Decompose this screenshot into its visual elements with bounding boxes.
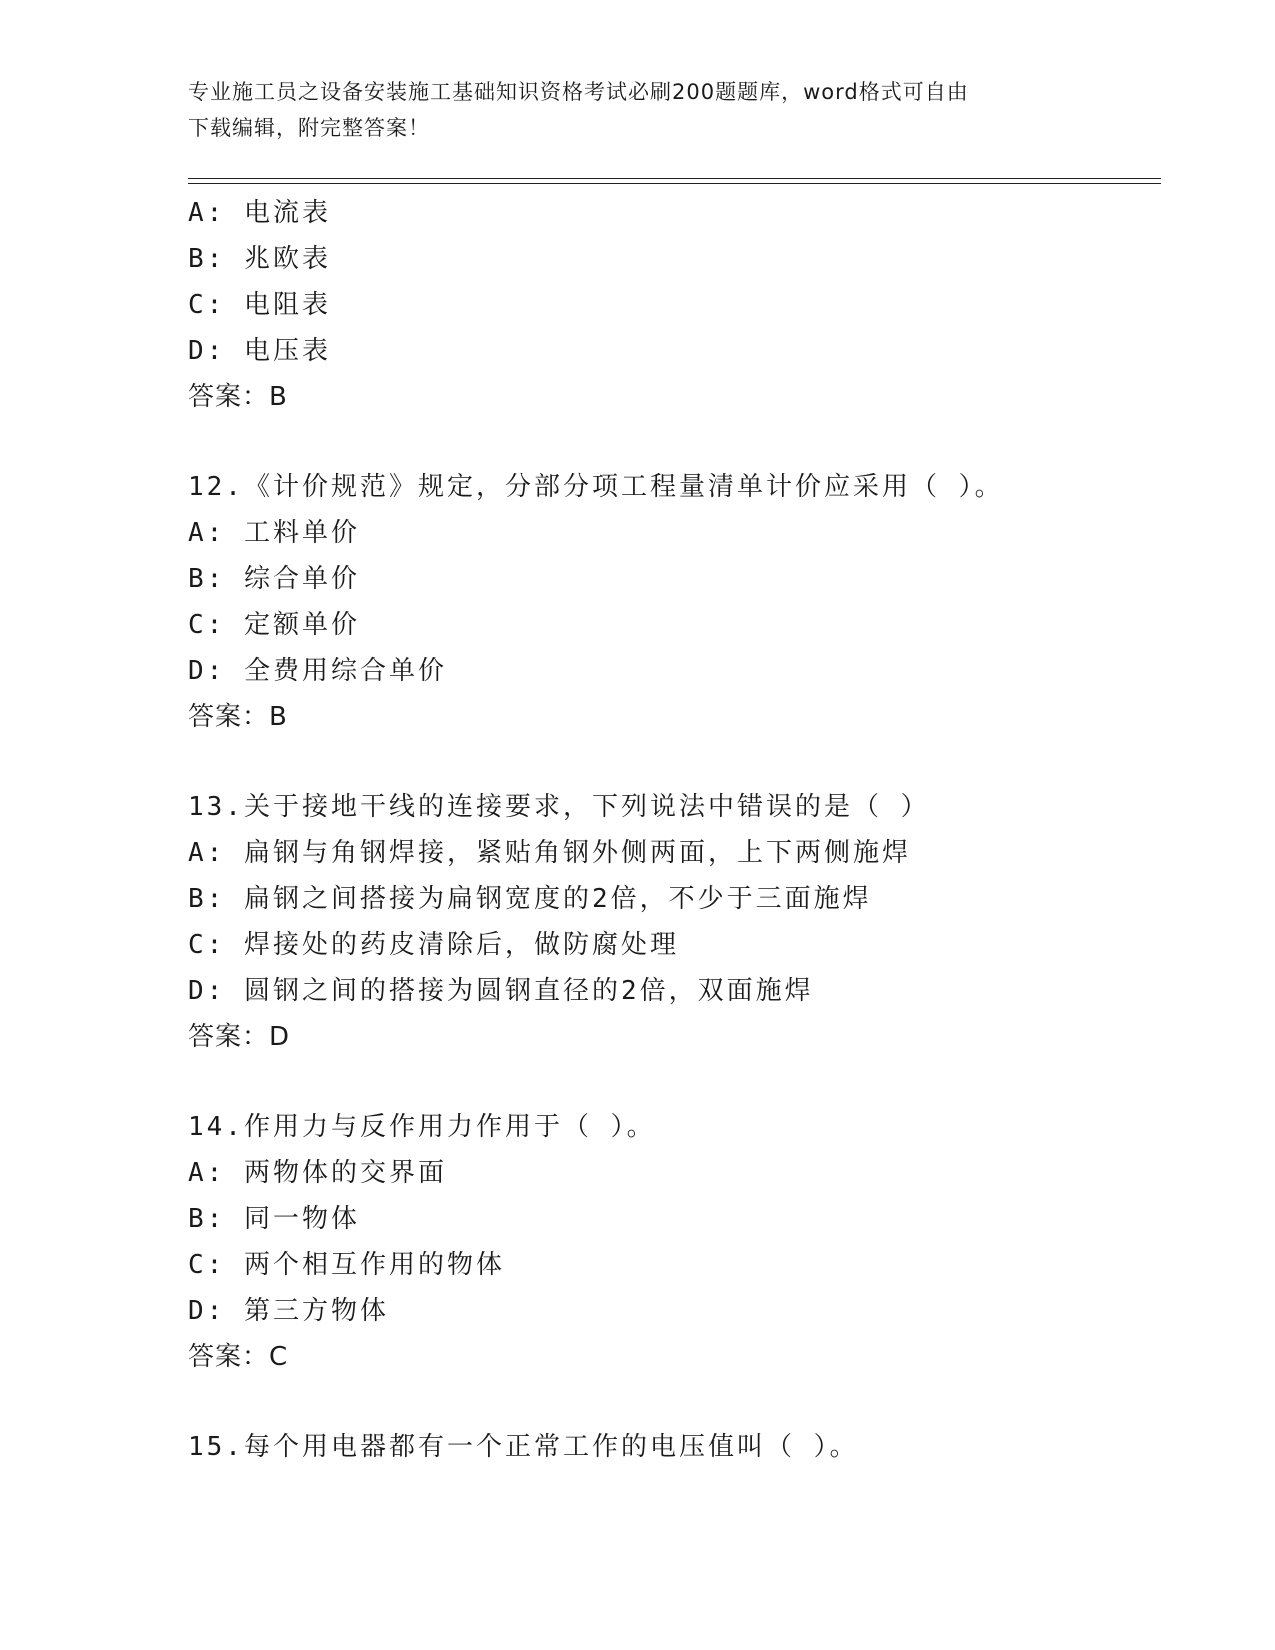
question-text: 15.每个用电器都有一个正常工作的电压值叫（ ）。 — [188, 1432, 859, 1462]
option-c: C: 两个相互作用的物体 — [188, 1250, 505, 1280]
header-rule-bottom — [188, 183, 1161, 184]
option-b: B: 同一物体 — [188, 1204, 360, 1234]
header-rule-top — [188, 178, 1161, 179]
option-d: D: 全费用综合单价 — [188, 656, 447, 686]
spacer — [188, 740, 1168, 784]
answer: 答案：B — [188, 702, 288, 732]
answer: 答案：B — [188, 382, 288, 412]
header-line-2: 下载编辑，附完整答案！ — [188, 116, 430, 140]
question-text: 13.关于接地干线的连接要求，下列说法中错误的是（ ） — [188, 792, 930, 822]
question-text: 14.作用力与反作用力作用于（ ）。 — [188, 1112, 656, 1142]
answer: 答案：D — [188, 1022, 291, 1052]
question-11 — [188, 190, 1168, 420]
header-line-1: 专业施工员之设备安装施工基础知识资格考试必刷200题题库，word格式可自由 — [188, 80, 969, 104]
question-15 — [188, 1424, 1168, 1470]
spacer — [188, 1380, 1168, 1424]
answer: 答案：C — [188, 1342, 289, 1372]
option-d: D: 圆钢之间的搭接为圆钢直径的2倍，双面施焊 — [188, 976, 814, 1006]
document-header — [188, 74, 1088, 146]
option-b: B: 兆欧表 — [188, 244, 331, 274]
option-a: A: 电流表 — [188, 198, 331, 228]
option-d: D: 第三方物体 — [188, 1296, 389, 1326]
option-a: A: 工料单价 — [188, 518, 360, 548]
option-c: C: 电阻表 — [188, 290, 331, 320]
question-12 — [188, 464, 1168, 740]
option-b: B: 扁钢之间搭接为扁钢宽度的2倍，不少于三面施焊 — [188, 884, 872, 914]
question-13 — [188, 784, 1168, 1060]
option-a: A: 两物体的交界面 — [188, 1158, 447, 1188]
question-14 — [188, 1104, 1168, 1380]
question-list — [188, 190, 1168, 1470]
option-b: B: 综合单价 — [188, 564, 360, 594]
question-text: 12.《计价规范》规定，分部分项工程量清单计价应采用（ ）。 — [188, 472, 1004, 502]
option-c: C: 定额单价 — [188, 610, 360, 640]
option-a: A: 扁钢与角钢焊接，紧贴角钢外侧两面，上下两侧施焊 — [188, 838, 911, 868]
option-c: C: 焊接处的药皮清除后，做防腐处理 — [188, 930, 679, 960]
spacer — [188, 1060, 1168, 1104]
spacer — [188, 420, 1168, 464]
option-d: D: 电压表 — [188, 336, 331, 366]
